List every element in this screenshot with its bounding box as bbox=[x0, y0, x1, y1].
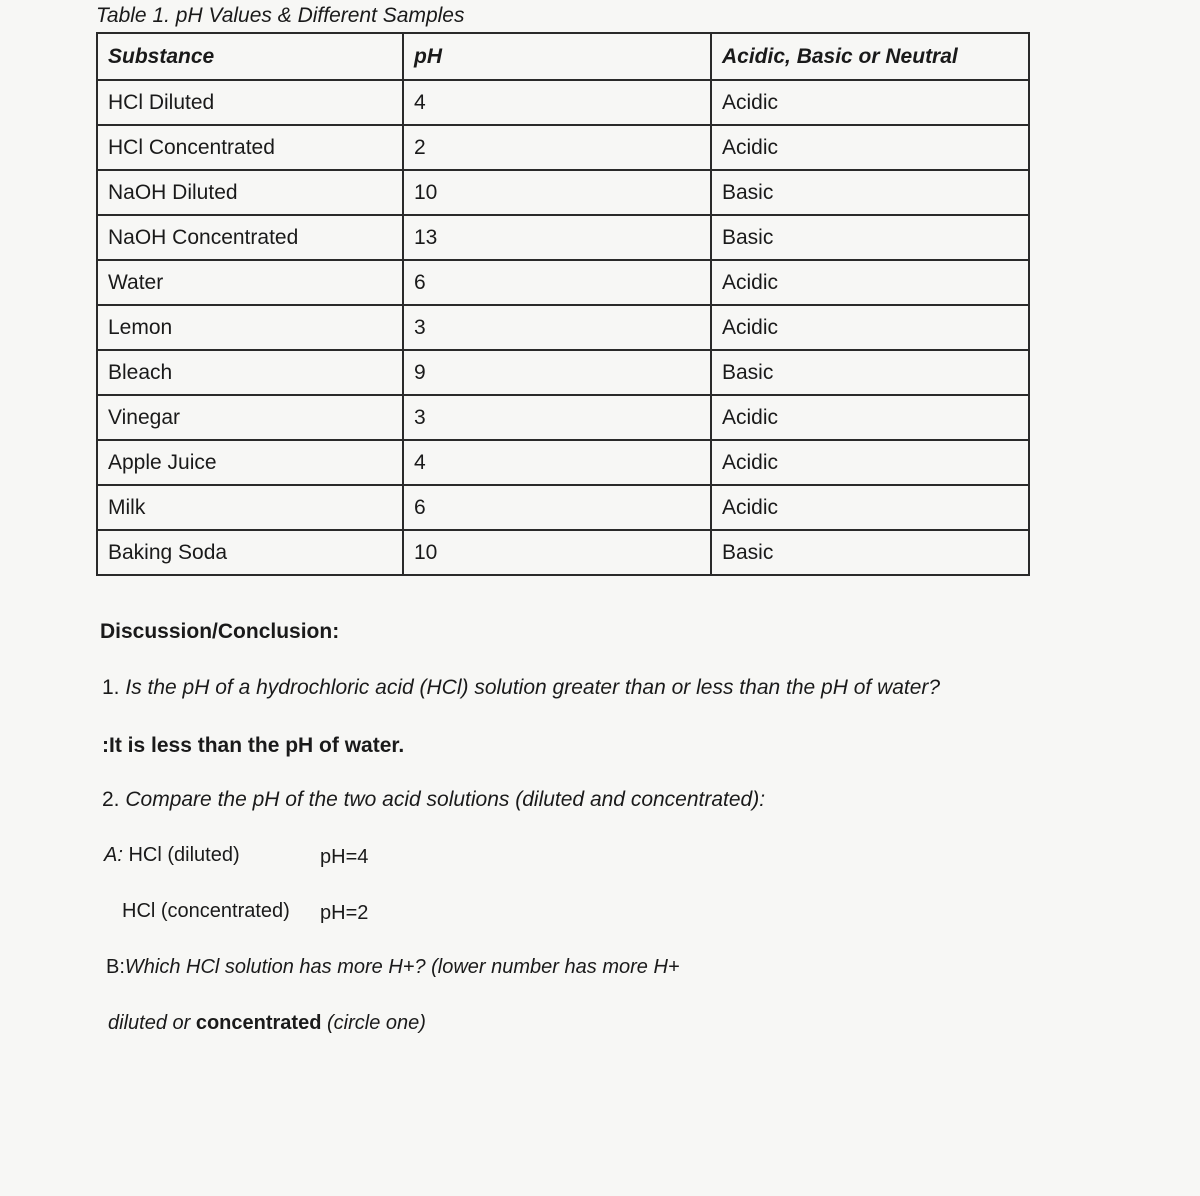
cell-classification: Acidic bbox=[711, 440, 1029, 485]
cell-substance: Water bbox=[97, 260, 403, 305]
question-b bbox=[106, 956, 680, 979]
cell-ph: 10 bbox=[403, 170, 711, 215]
cell-classification: Acidic bbox=[711, 305, 1029, 350]
discussion-title: Discussion/Conclusion: bbox=[100, 620, 340, 643]
table-row bbox=[97, 260, 1029, 305]
cell-substance: Bleach bbox=[97, 350, 403, 395]
table-row bbox=[97, 80, 1029, 125]
table-row bbox=[97, 485, 1029, 530]
cell-ph: 13 bbox=[403, 215, 711, 260]
answer-a-diluted-label: HCl (diluted) bbox=[128, 844, 240, 866]
cell-ph: 2 bbox=[403, 125, 711, 170]
cell-ph: 10 bbox=[403, 530, 711, 575]
header-ph: pH bbox=[403, 33, 711, 80]
question-2-text: Compare the pH of the two acid solutions (diluted and concentrated): bbox=[125, 788, 766, 811]
cell-classification: Basic bbox=[711, 530, 1029, 575]
table-caption: Table 1. pH Values & Different Samples bbox=[96, 4, 465, 27]
cell-classification: Acidic bbox=[711, 125, 1029, 170]
cell-ph: 3 bbox=[403, 305, 711, 350]
cell-ph: 3 bbox=[403, 395, 711, 440]
answer-1: :It is less than the pH of water. bbox=[102, 734, 405, 757]
choice-diluted: diluted or bbox=[108, 1012, 191, 1034]
choice-concentrated: concentrated bbox=[195, 1012, 322, 1034]
table-row bbox=[97, 125, 1029, 170]
table-row bbox=[97, 350, 1029, 395]
cell-substance: Baking Soda bbox=[97, 530, 403, 575]
cell-classification: Basic bbox=[711, 170, 1029, 215]
table-body bbox=[97, 80, 1029, 575]
question-1-number: 1. bbox=[102, 676, 120, 699]
table-header-row bbox=[97, 33, 1029, 80]
cell-classification: Acidic bbox=[711, 395, 1029, 440]
question-b-label: B: bbox=[106, 956, 125, 978]
question-2 bbox=[102, 788, 765, 812]
question-2-number: 2. bbox=[102, 788, 120, 811]
question-b-text: Which HCl solution has more H+? (lower number has more H+ bbox=[124, 956, 680, 978]
table-row bbox=[97, 530, 1029, 575]
cell-ph: 6 bbox=[403, 485, 711, 530]
ph-values-table bbox=[96, 32, 1030, 576]
question-1-text: Is the pH of a hydrochloric acid (HCl) solution greater than or less than the pH of water? bbox=[125, 676, 941, 699]
answer-a-diluted-ph: pH=4 bbox=[320, 846, 369, 868]
cell-classification: Acidic bbox=[711, 80, 1029, 125]
cell-ph: 6 bbox=[403, 260, 711, 305]
cell-substance: HCl Concentrated bbox=[97, 125, 403, 170]
cell-classification: Acidic bbox=[711, 485, 1029, 530]
cell-ph: 9 bbox=[403, 350, 711, 395]
cell-substance: Apple Juice bbox=[97, 440, 403, 485]
cell-classification: Acidic bbox=[711, 260, 1029, 305]
choice-suffix: (circle one) bbox=[327, 1012, 426, 1034]
table-row bbox=[97, 215, 1029, 260]
answer-a-diluted bbox=[104, 844, 240, 867]
cell-substance: NaOH Diluted bbox=[97, 170, 403, 215]
answer-a-label: A: bbox=[104, 844, 123, 866]
cell-substance: Vinegar bbox=[97, 395, 403, 440]
answer-a-concentrated-label: HCl (concentrated) bbox=[122, 900, 290, 922]
cell-substance: Milk bbox=[97, 485, 403, 530]
header-classification: Acidic, Basic or Neutral bbox=[711, 33, 1029, 80]
table-row bbox=[97, 395, 1029, 440]
cell-ph: 4 bbox=[403, 440, 711, 485]
cell-substance: NaOH Concentrated bbox=[97, 215, 403, 260]
header-substance: Substance bbox=[97, 33, 403, 80]
question-1 bbox=[102, 676, 940, 700]
question-b-choice bbox=[108, 1012, 426, 1035]
cell-substance: HCl Diluted bbox=[97, 80, 403, 125]
table-row bbox=[97, 305, 1029, 350]
table-row bbox=[97, 170, 1029, 215]
cell-substance: Lemon bbox=[97, 305, 403, 350]
table-row bbox=[97, 440, 1029, 485]
cell-ph: 4 bbox=[403, 80, 711, 125]
answer-a-concentrated-ph: pH=2 bbox=[320, 902, 369, 924]
cell-classification: Basic bbox=[711, 350, 1029, 395]
cell-classification: Basic bbox=[711, 215, 1029, 260]
